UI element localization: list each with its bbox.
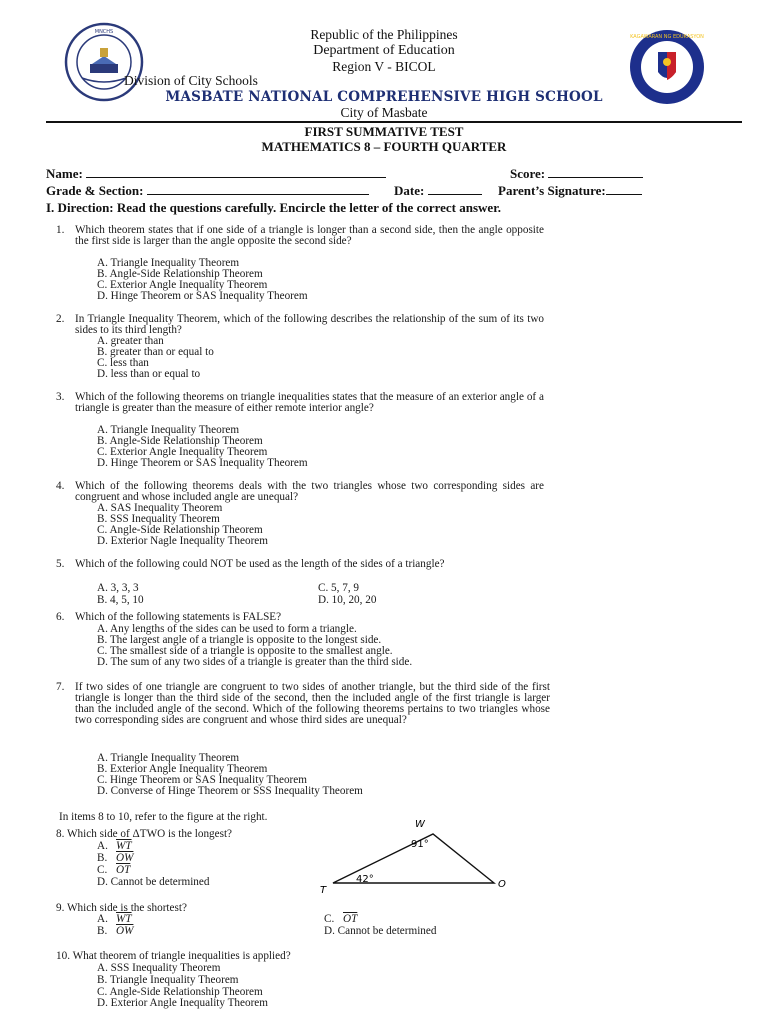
choice-2c[interactable]: C. less than: [97, 357, 149, 369]
header-division: Division of City Schools: [124, 73, 258, 88]
header-divider: [46, 121, 742, 123]
choice-1d[interactable]: D. Hinge Theorem or SAS Inequality Theorem: [97, 290, 308, 302]
choice-10b[interactable]: B. Triangle Inequality Theorem: [97, 974, 239, 986]
question-10: [56, 951, 291, 962]
choice-4c[interactable]: C. Angle-Side Relationship Theorem: [97, 524, 263, 536]
test-subject: MATHEMATICS 8 – FOURTH QUARTER: [261, 139, 507, 154]
question-number: 2.: [56, 313, 65, 325]
direction: I. Direction: Read the questions carefully. Encircle the letter of the correct answer.: [46, 200, 502, 215]
choice-2d[interactable]: D. less than or equal to: [97, 368, 201, 380]
choice-10a[interactable]: A. SSS Inequality Theorem: [97, 962, 221, 974]
choice-10d[interactable]: D. Exterior Angle Inequality Theorem: [97, 997, 268, 1009]
vertex-w-label: W: [415, 819, 425, 830]
question-number: 4.: [56, 480, 65, 492]
choice-8c[interactable]: C. $\overline{OT}$: [97, 864, 131, 876]
question-number: 3.: [56, 391, 65, 403]
question-3: [56, 392, 544, 414]
choice-8d[interactable]: D. Cannot be determined: [97, 876, 210, 888]
choice-9a[interactable]: A. $\overline{WT}$: [97, 913, 132, 925]
segment-ow: $\overline{OW}$: [116, 925, 134, 937]
segment-ot: $\overline{OT}$: [343, 913, 358, 925]
header-republic: Republic of the Philippines: [310, 27, 458, 42]
choice-4a[interactable]: A. SAS Inequality Theorem: [97, 502, 223, 514]
choice-4b[interactable]: B. SSS Inequality Theorem: [97, 513, 220, 525]
choice-3b[interactable]: B. Angle-Side Relationship Theorem: [97, 435, 263, 447]
question-7: [56, 682, 550, 726]
vertex-o-label: O: [498, 879, 506, 890]
choice-9b[interactable]: B. $\overline{OW}$: [97, 925, 134, 937]
header-department: Department of Education: [313, 43, 455, 58]
svg-text:KAGAWARAN NG EDUKASYON: KAGAWARAN NG EDUKASYON: [630, 34, 704, 40]
choice-8a[interactable]: A. $\overline{WT}$: [97, 840, 132, 852]
question-text: Which of the following could NOT be used as the length of the sides of a triangle?: [75, 558, 445, 570]
choice-2a[interactable]: A. greater than: [97, 335, 164, 347]
grade-section-field: Grade & Section:: [46, 183, 369, 199]
question-2: [56, 314, 544, 336]
triangle-figure: [318, 816, 518, 898]
school-name: MASBATE NATIONAL COMPREHENSIVE HIGH SCHOOL: [165, 89, 603, 105]
question-1: [56, 225, 544, 247]
choice-7d[interactable]: D. Converse of Hinge Theorem or SSS Inequality Theorem: [97, 785, 363, 797]
question-text: Which of the following theorems deals with the two triangles whose two corresponding sides are congruent and whose included angle are unequal?: [75, 480, 544, 503]
svg-text:MNCHS: MNCHS: [94, 29, 114, 35]
segment-ot: $\overline{OT}$: [116, 864, 131, 876]
choice-3c[interactable]: C. Exterior Angle Inequality Theorem: [97, 446, 268, 458]
choice-1a[interactable]: A. Triangle Inequality Theorem: [97, 257, 240, 269]
question-text: In Triangle Inequality Theorem, which of the following describes the relationship of the sum of its two sides to its third length?: [75, 313, 544, 336]
choice-3a[interactable]: A. Triangle Inequality Theorem: [97, 424, 240, 436]
test-title: FIRST SUMMATIVE TEST: [304, 124, 464, 139]
score-field: Score:: [510, 166, 643, 182]
choice-9c[interactable]: C. $\overline{OT}$: [324, 913, 358, 925]
parent-signature-field: Parent’s Signature:: [498, 183, 642, 199]
choice-5b[interactable]: B. 4, 5, 10: [97, 594, 144, 606]
choice-3d[interactable]: D. Hinge Theorem or SAS Inequality Theorem: [97, 457, 308, 469]
choice-7a[interactable]: A. Triangle Inequality Theorem: [97, 752, 240, 764]
choice-5d[interactable]: D. 10, 20, 20: [318, 594, 377, 606]
choice-9d[interactable]: D. Cannot be determined: [324, 925, 437, 937]
question-8: [56, 829, 232, 840]
choice-6a[interactable]: A. Any lengths of the sides can be used to form a triangle.: [97, 623, 357, 635]
question-number: 1.: [56, 224, 65, 236]
choice-5c[interactable]: C. 5, 7, 9: [318, 582, 360, 594]
header-city: City of Masbate: [340, 105, 428, 120]
name-field: Name:: [46, 166, 386, 182]
question-5: [56, 559, 544, 570]
choice-6c[interactable]: C. The smallest side of a triangle is opposite to the smallest angle.: [97, 645, 393, 657]
question-4: [56, 481, 544, 503]
angle-w-label: 91°: [411, 839, 429, 850]
question-text: Which theorem states that if one side of a triangle is longer than a second side, then the angle opposite the first side is larger than the angle opposite the second side?: [75, 224, 544, 247]
question-text: If two sides of one triangle are congruent to two sides of another triangle, but the third side of the first triangle is longer than the third side of the second, then the included angle of the first triangle is larger than the included angle of the second. Which of the following theorems pertains to two triangles whose two corresponding sides are congruent and whose third sides are unequal?: [75, 681, 550, 726]
question-number: 7.: [56, 681, 65, 693]
items-note: In items 8 to 10, refer to the figure at the right.: [59, 811, 268, 823]
choice-7b[interactable]: B. Exterior Angle Inequality Theorem: [97, 763, 268, 775]
question-text: Which of the following statements is FALSE?: [75, 611, 282, 623]
question-number: 10.: [56, 950, 70, 962]
question-text: Which of the following theorems on triangle inequalities states that the measure of an exterior angle of a triangle is greater than the measure of either remote interior angle?: [75, 391, 544, 414]
question-number: 5.: [56, 558, 65, 570]
choice-5a[interactable]: A. 3, 3, 3: [97, 582, 139, 594]
choice-7c[interactable]: C. Hinge Theorem or SAS Inequality Theorem: [97, 774, 307, 786]
segment-ow: $\overline{OW}$: [116, 852, 134, 864]
segment-wt: $\overline{WT}$: [116, 913, 132, 925]
date-field: Date:: [394, 183, 482, 199]
question-text: Which side is the shortest?: [67, 902, 187, 914]
choice-6d[interactable]: D. The sum of any two sides of a triangle is greater than the third side.: [97, 656, 413, 668]
segment-wt: $\overline{WT}$: [116, 840, 132, 852]
question-number: 9.: [56, 902, 65, 914]
choice-1b[interactable]: B. Angle-Side Relationship Theorem: [97, 268, 263, 280]
header-region: Region V - BICOL: [332, 59, 436, 74]
question-6: [56, 612, 544, 623]
vertex-t-label: T: [320, 885, 327, 896]
question-number: 6.: [56, 611, 65, 623]
choice-8b[interactable]: B. $\overline{OW}$: [97, 852, 134, 864]
choice-4d[interactable]: D. Exterior Nagle Inequality Theorem: [97, 535, 268, 547]
choice-2b[interactable]: B. greater than or equal to: [97, 346, 214, 358]
question-number: 8.: [56, 828, 65, 840]
choice-6b[interactable]: B. The largest angle of a triangle is opposite to the longest side.: [97, 634, 382, 646]
choice-1c[interactable]: C. Exterior Angle Inequality Theorem: [97, 279, 268, 291]
question-text: What theorem of triangle inequalities is applied?: [72, 950, 291, 962]
question-text: Which side of ΔTWO is the longest?: [67, 828, 233, 840]
choice-10c[interactable]: C. Angle-Side Relationship Theorem: [97, 986, 263, 998]
angle-t-label: 42°: [356, 874, 374, 885]
